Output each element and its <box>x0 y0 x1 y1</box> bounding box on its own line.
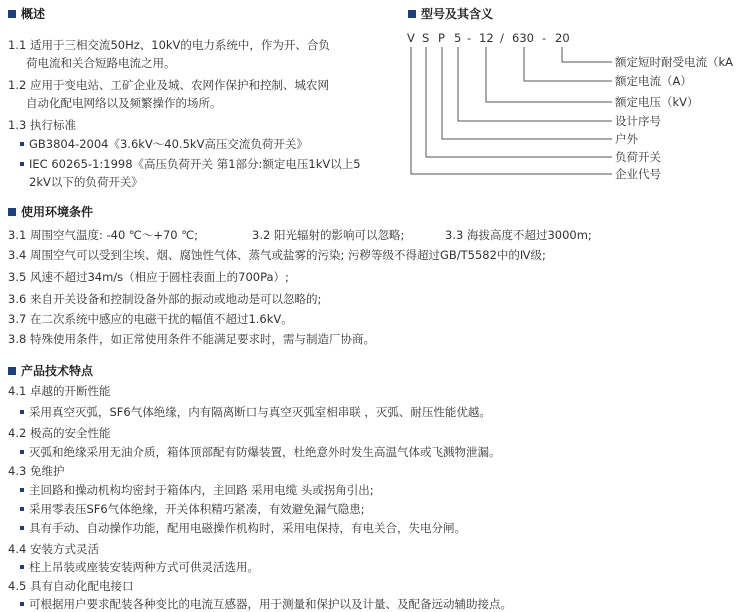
feature-text: 可根据用户要求配装各种变比的电流互感器，用于测量和保护以及计量、及配备远动辅助接点。 <box>29 597 512 611</box>
standard-text: IEC 60265-1:1998《高压负荷开关 第1部分:额定电压1kV以上5 <box>29 157 361 171</box>
feature-text: 灭弧和绝缘采用无油介质，箱体顶部配有防爆装置，杜绝意外时发生高温气体或飞溅物泄漏。 <box>29 445 501 459</box>
connector-line <box>458 47 612 121</box>
feature-bullet <box>20 520 466 536</box>
code-char: 20 <box>555 31 570 45</box>
code-char: 5 <box>454 31 462 45</box>
feature-bullet <box>20 501 365 517</box>
env-item-3-8: 3.8 特殊使用条件，如正常使用条件不能满足要求时，需与制造厂协商。 <box>8 332 375 346</box>
bullet-icon <box>20 488 24 492</box>
bullet-icon <box>20 410 24 414</box>
feature-text: 主回路和操动机构均密封于箱体内，主回路 采用电缆 头或拐角引出; <box>29 483 374 497</box>
feature-text: 柱上吊装或座装安装两种方式可供灵活选用。 <box>29 560 259 574</box>
env-item-3-7: 3.7 在二次系统中感应的电磁干扰的幅值不超过1.6kV。 <box>8 312 293 326</box>
env-item-3-2: 3.2 阳光辐射的影响可以忽略; <box>252 228 405 242</box>
feature-bullet <box>20 444 501 460</box>
env-item-3-6: 3.6 来自开关设备和控制设备外部的振动或地动是可以忽略的; <box>8 292 322 306</box>
feature-text: 具有手动、自动操作功能，配用电磁操作机构时，采用电保持，有电关合，失电分闸。 <box>29 521 466 535</box>
bullet-icon <box>20 602 24 606</box>
section-title: 使用环境条件 <box>21 205 94 219</box>
env-item-3-3: 3.3 海拔高度不超过3000m; <box>445 228 592 242</box>
code-char: P <box>438 31 445 45</box>
connector-line <box>442 47 612 139</box>
bullet-icon <box>20 565 24 569</box>
model-meaning: 企业代号 <box>615 167 661 181</box>
feature-bullet <box>20 482 374 498</box>
connector-line <box>411 47 612 174</box>
code-char: S <box>422 31 430 45</box>
overview-item-1-1-cont: 荷电流和关合短路电流之用。 <box>26 56 176 70</box>
standard-text: GB3804-2004《3.6kV～40.5kV高压交流负荷开关》 <box>29 137 308 151</box>
section-header-environment <box>8 203 93 220</box>
section-square-icon <box>8 367 16 375</box>
overview-item-1-2: 1.2 应用于变电站、工矿企业及城、农网作保护和控制、城农网 <box>8 78 329 92</box>
env-item-3-1: 3.1 周围空气温度: -40 ℃～+70 ℃; <box>8 228 199 242</box>
feature-heading-4-2: 4.2 极高的安全性能 <box>8 426 111 440</box>
env-item-3-5: 3.5 风速不超过34m/s（相应于圆柱表面上的700Pa）; <box>8 270 289 284</box>
model-meaning: 户外 <box>615 132 638 146</box>
feature-bullet <box>20 404 491 420</box>
feature-heading-4-4: 4.4 安装方式灵活 <box>8 542 99 556</box>
overview-item-1-2-cont: 自动化配电网络以及频繁操作的场所。 <box>26 96 222 110</box>
bullet-icon <box>20 507 24 511</box>
connector-line <box>562 47 612 62</box>
overview-item-1-1: 1.1 适用于三相交流50Hz、10kV的电力系统中，作为开、合负 <box>8 38 330 52</box>
model-meaning: 设计序号 <box>615 114 661 128</box>
section-title: 型号及其含义 <box>421 7 494 21</box>
code-char: - <box>542 31 547 45</box>
code-char: 12 <box>479 31 494 45</box>
code-char: / <box>500 31 504 45</box>
overview-item-1-3: 1.3 执行标准 <box>8 118 76 132</box>
feature-heading-4-3: 4.3 免维护 <box>8 464 65 478</box>
section-title: 产品技术特点 <box>21 364 94 378</box>
section-title: 概述 <box>21 7 46 21</box>
connector-line <box>524 47 612 81</box>
section-header-features <box>8 362 93 379</box>
model-meaning: 额定电流（A） <box>615 74 692 88</box>
code-char: - <box>467 31 472 45</box>
bullet-icon <box>20 526 24 530</box>
feature-bullet <box>20 596 512 612</box>
feature-text: 采用真空灭弧，SF6气体绝缘，内有隔离断口与真空灭弧室相串联 ，灭弧、耐压性能优越。 <box>29 405 491 419</box>
feature-heading-4-1: 4.1 卓越的开断性能 <box>8 384 111 398</box>
model-meaning: 额定电压（kV） <box>615 95 699 109</box>
standard-text-cont: 2kV以下的负荷开关》 <box>29 175 143 189</box>
model-meaning: 额定短时耐受电流（kA <box>615 55 734 69</box>
feature-text: 采用零表压SF6气体绝缘，开关体积精巧紧凑，有效避免漏气隐患; <box>29 502 365 516</box>
model-meaning: 负荷开关 <box>615 150 661 164</box>
code-char: V <box>407 31 415 45</box>
section-square-icon <box>8 208 16 216</box>
code-char: 630 <box>512 31 534 45</box>
feature-heading-4-5: 4.5 具有自动化配电接口 <box>8 579 134 593</box>
connector-line <box>486 47 612 102</box>
feature-bullet <box>20 559 259 575</box>
env-item-3-4: 3.4 周围空气可以受到尘埃、烟、腐蚀性气体、蒸气或盐雾的污染; 污秽等级不得超过GB/T5582中的Ⅳ级; <box>8 248 546 262</box>
bullet-icon <box>20 450 24 454</box>
